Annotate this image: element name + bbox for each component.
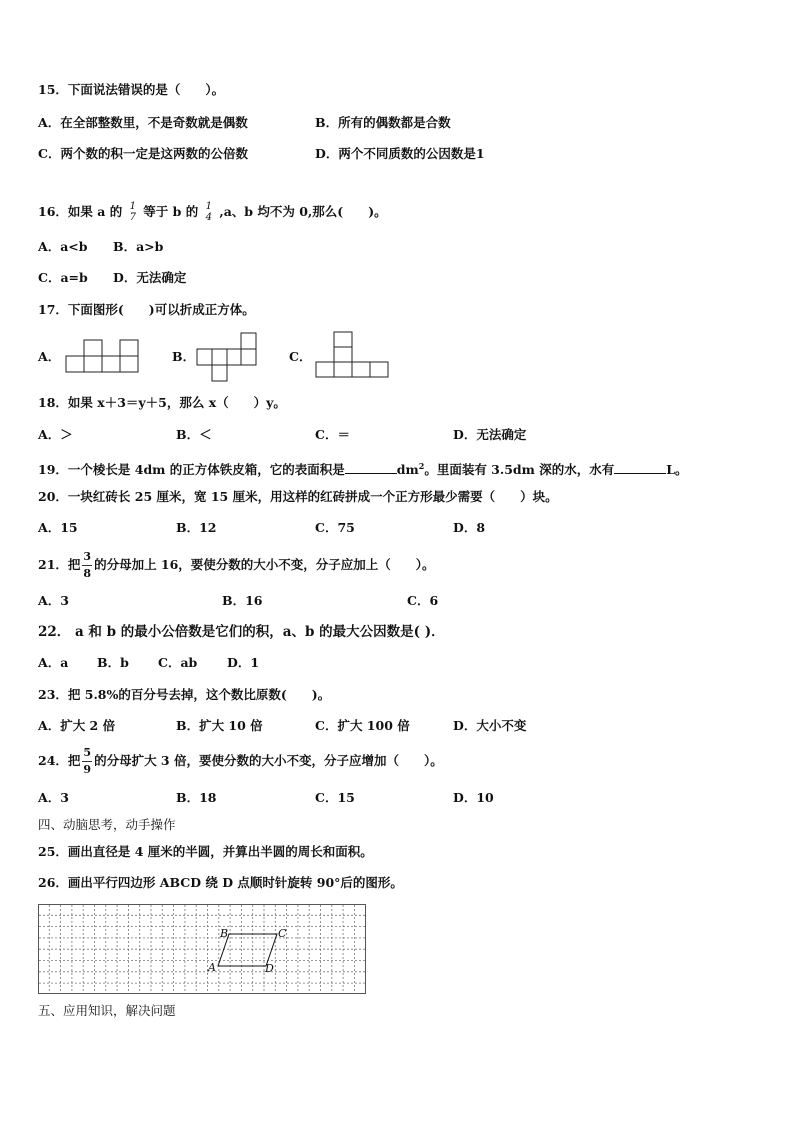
q16-text-2: 等于 b 的 <box>143 204 199 219</box>
q24-option-b: B．18 <box>176 790 217 805</box>
q19-stem <box>38 458 688 478</box>
q24-f-den: 9 <box>83 763 92 776</box>
q21-option-b: B．16 <box>222 593 263 608</box>
q26-stem: 26．画出平行四边形 ABCD 绕 D 点顺时针旋转 90°后的图形。 <box>38 875 403 890</box>
q24-text-1: 24．把 <box>38 753 81 768</box>
q23-stem: 23．把 5.8%的百分号去掉，这个数比原数( )。 <box>38 687 331 702</box>
q17-option-a: A． <box>38 349 61 364</box>
grid-figure <box>38 904 366 994</box>
q16-text-1: 16．如果 a 的 <box>38 204 123 219</box>
q17-option-c: C． <box>289 349 312 364</box>
q19-sup: 2 <box>418 461 425 471</box>
q19-blank-2[interactable] <box>614 461 666 474</box>
q20-stem: 20．一块红砖长 25 厘米，宽 15 厘米，用这样的红砖拼成一个正方形最少需要（ ）块。 <box>38 489 558 504</box>
q23-option-d: D．大小不变 <box>453 718 527 733</box>
q15-option-b: B．所有的偶数都是合数 <box>315 115 451 130</box>
section-5-heading: 五、应用知识，解决问题 <box>38 1003 176 1018</box>
q15-option-d: D．两个不同质数的公因数是1 <box>315 146 485 161</box>
q16-option-d: D．无法确定 <box>113 270 187 285</box>
q16-text-3: ,a、b 均不为 0,那么( )。 <box>219 204 387 219</box>
q15-option-a: A．在全部整数里，不是奇数就是偶数 <box>38 115 248 130</box>
q17-stem: 17．下面图形( )可以折成正方体。 <box>38 302 255 317</box>
q20-option-c: C．75 <box>315 520 355 535</box>
q20-option-d: D．8 <box>453 520 486 535</box>
q20-option-a: A．15 <box>38 520 78 535</box>
q16-f1-num: 1 <box>129 201 136 212</box>
q21-text-1: 21．把 <box>38 557 81 572</box>
q18-option-b: B．＜ <box>176 427 212 442</box>
q24-text-2: 的分母扩大 3 倍，要使分数的大小不变，分子应增加（ ）。 <box>94 753 443 768</box>
section-4-heading: 四、动脑思考，动手操作 <box>38 817 176 832</box>
q16-fraction-1 <box>129 202 137 223</box>
vertex-label-b: B <box>220 927 229 940</box>
q24-fraction <box>82 746 92 777</box>
q22-option-d: D．1 <box>227 655 260 670</box>
net-figure-b <box>197 333 257 381</box>
q22-stem: 22． a 和 b 的最小公倍数是它们的积，a、b 的最大公因数是( )． <box>38 624 445 640</box>
q19-text-2: dm <box>396 462 419 478</box>
vertex-label-a: A <box>208 961 216 974</box>
q18-option-d: D．无法确定 <box>453 427 527 442</box>
q24-f-num: 5 <box>83 746 92 759</box>
q18-option-a: A．＞ <box>38 427 73 442</box>
q18-stem: 18．如果 x＋3＝y＋5，那么 x（ ）y。 <box>38 395 286 410</box>
q24-stem <box>38 745 443 777</box>
q20-option-b: B．12 <box>176 520 217 535</box>
q16-f2-den: 4 <box>205 212 212 223</box>
q16-option-c: C．a=b <box>38 270 88 285</box>
q19-text-3: 。里面装有 3.5dm 深的水，水有 <box>424 462 615 478</box>
q19-text-4: L。 <box>666 462 688 478</box>
q16-f1-den: 7 <box>129 212 136 223</box>
net-figure-c <box>316 332 388 377</box>
vertex-label-c: C <box>278 927 287 940</box>
q22-option-b: B．b <box>97 655 129 670</box>
q22-option-c: C．ab <box>158 655 198 670</box>
q23-option-b: B．扩大 10 倍 <box>176 718 263 733</box>
q23-option-a: A．扩大 2 倍 <box>38 718 116 733</box>
q21-option-c: C．6 <box>407 593 439 608</box>
q16-fraction-2 <box>205 202 213 223</box>
q15-option-c: C．两个数的积一定是这两数的公倍数 <box>38 146 248 161</box>
q18-option-c: C．＝ <box>315 427 350 442</box>
q23-option-c: C．扩大 100 倍 <box>315 718 410 733</box>
q25-stem: 25．画出直径是 4 厘米的半圆，并算出半圆的周长和面积。 <box>38 844 373 859</box>
vertex-label-d: D <box>265 962 274 975</box>
q21-fraction <box>82 550 92 581</box>
q22-option-a: A．a <box>38 655 69 670</box>
q24-option-d: D．10 <box>453 790 494 805</box>
q21-text-2: 的分母加上 16，要使分数的大小不变，分子应加上（ ）。 <box>94 557 435 572</box>
q15-stem: 15．下面说法错误的是（ ）。 <box>38 82 225 97</box>
q19-blank-1[interactable] <box>345 461 397 474</box>
q16-option-b: B．a>b <box>113 239 164 254</box>
q21-f-den: 8 <box>83 567 92 580</box>
q24-option-c: C．15 <box>315 790 355 805</box>
q21-stem <box>38 550 435 581</box>
q24-option-a: A．3 <box>38 790 69 805</box>
q16-option-a: A．a<b <box>38 239 88 254</box>
q17-option-b: B． <box>172 349 196 364</box>
q21-option-a: A．3 <box>38 593 69 608</box>
q16-stem <box>38 196 387 228</box>
q19-text-1: 19．一个棱长是 4dm 的正方体铁皮箱，它的表面积是 <box>38 462 345 478</box>
q16-f2-num: 1 <box>205 201 212 212</box>
net-figure-a <box>66 340 138 372</box>
q21-f-num: 3 <box>83 550 92 563</box>
